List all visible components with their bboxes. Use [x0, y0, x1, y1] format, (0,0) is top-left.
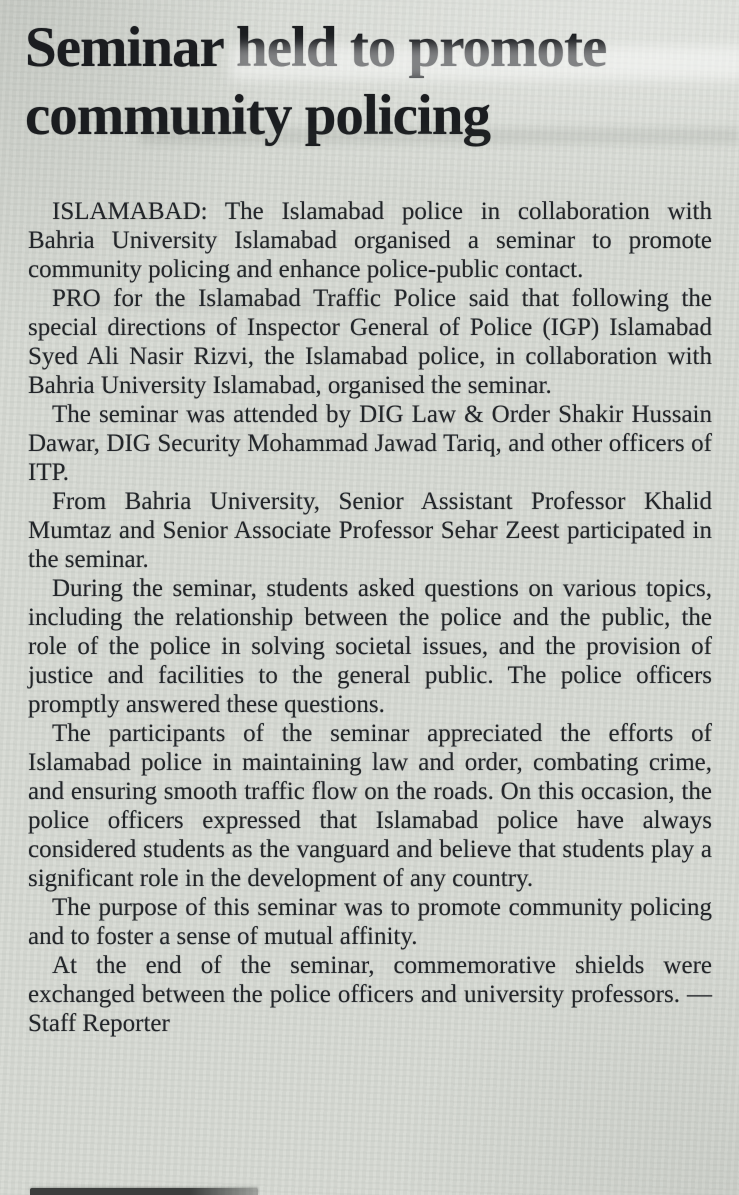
article-paragraph: [28, 951, 712, 1038]
byline: — Staff Reporter: [28, 980, 712, 1037]
article-paragraph: ISLAMABAD: The Islamabad police in collaboration with Bahria University Islamabad organised a seminar to promote community policing and enhance police-public contact.: [28, 197, 712, 283]
article-paragraph: The participants of the seminar appreciated the efforts of Islamabad police in maintaining law and order, combating crime, and ensuring smooth traffic flow on the roads. On this occasion, the police officers expressed that Islamabad police have always considered students as the vanguard and believe that students play a significant role in the development of any country.: [28, 719, 712, 892]
article-paragraph: During the seminar, students asked questions on various topics, including the relationship between the police and the public, the role of the police in solving societal issues, and the provision of justice and facilities to the general public. The police officers promptly answered these questions.: [28, 574, 712, 718]
article-paragraph: From Bahria University, Senior Assistant Professor Khalid Mumtaz and Senior Associate Professor Sehar Zeest participated in the seminar.: [28, 487, 712, 573]
article-body: [28, 197, 712, 1038]
article-paragraph-text: At the end of the seminar, commemorative shields were exchanged between the police officers and university professors.: [28, 951, 712, 1008]
scan-artifact-light-band: [230, 46, 739, 80]
headline-line-2: community policing: [25, 84, 490, 148]
adjacent-content-edge: [30, 1188, 258, 1195]
article-paragraph: PRO for the Islamabad Traffic Police said that following the special directions of Inspector General of Police (IGP) Islamabad Syed Ali Nasir Rizvi, the Islamabad police, in collaboration with Bahria University Islamabad, organised the seminar.: [28, 284, 712, 399]
headline-line-1: Seminar held to promote: [25, 16, 607, 79]
article-paragraph: The purpose of this seminar was to promote community policing and to foster a sense of mutual affinity.: [28, 893, 712, 950]
scan-artifact-ghost-text: [140, 128, 739, 144]
article-paragraph: The seminar was attended by DIG Law & Order Shakir Hussain Dawar, DIG Security Mohammad Jawad Tariq, and other officers of ITP.: [28, 400, 712, 486]
